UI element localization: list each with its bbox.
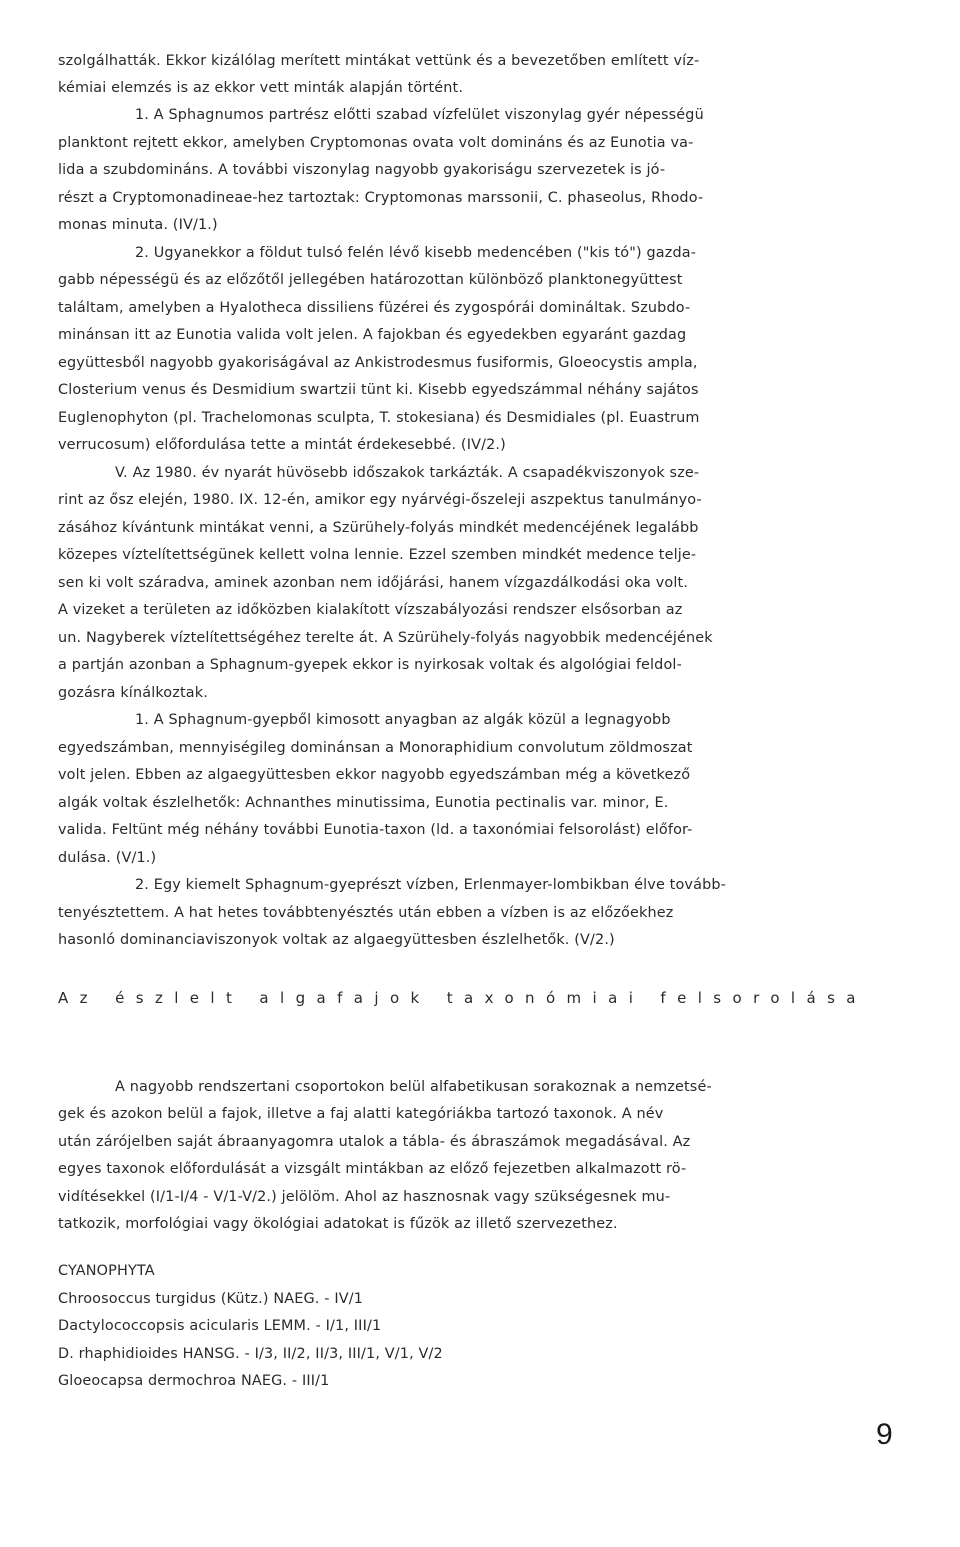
text-line: a partján azonban a Sphagnum-gyepek ekkor is nyirkosak voltak és algológiai feldol- xyxy=(58,657,682,673)
text-line: részt a Cryptomonadineae-hez tartoztak: Cryptomonas marssonii, C. phaseolus, Rhodo- xyxy=(58,190,704,206)
text-line: lida a szubdomináns. A további viszonylag nagyobb gyakoriságu szervezetek is jó- xyxy=(58,162,666,178)
text-line: tenyésztettem. A hat hetes továbbtenyésztés után ebben a vízben is az előzőekhez xyxy=(58,905,674,921)
text-line: gabb népességü és az előzőtől jellegében határozottan különböző planktonegyüttest xyxy=(58,272,683,288)
taxon-entry: Dactylococcopsis acicularis LEMM. - I/1, III/1 xyxy=(58,1318,382,1334)
text-line: 2. Egy kiemelt Sphagnum-gyeprészt vízben, Erlenmayer-lombikban élve tovább- xyxy=(135,877,726,893)
text-line: zásához kívántunk mintákat venni, a Szürühely-folyás mindkét medencéjének legalább xyxy=(58,520,699,536)
text-line: Closterium venus és Desmidium swartzii tünt ki. Kisebb egyedszámmal néhány sajátos xyxy=(58,382,699,398)
text-line: 2. Ugyanekkor a földut tulsó felén lévő kisebb medencében ("kis tó") gazda- xyxy=(135,245,697,261)
text-line: szolgálhatták. Ekkor kizálólag merített mintákat vettünk és a bevezetőben említett víz- xyxy=(58,53,700,69)
taxon-entry: Chroosoccus turgidus (Kütz.) NAEG. - IV/1 xyxy=(58,1291,364,1307)
text-line: egyes taxonok előfordulását a vizsgált mintákban az előző fejezetben alkalmazott rö- xyxy=(58,1161,687,1177)
text-line: együttesből nagyobb gyakoriságával az Ankistrodesmus fusiformis, Gloeocystis ampla, xyxy=(58,355,698,371)
text-line: találtam, amelyben a Hyalotheca dissiliens füzérei és zygospórái domináltak. Szubdo- xyxy=(58,300,691,316)
text-line: 1. A Sphagnumos partrész előtti szabad vízfelület viszonylag gyér népességü xyxy=(135,107,704,123)
text-line: A nagyobb rendszertani csoportokon belül alfabetikusan sorakoznak a nemzetsé- xyxy=(115,1079,712,1095)
text-line: egyedszámban, mennyiségileg dominánsan a Monoraphidium convolutum zöldmoszat xyxy=(58,740,693,756)
taxon-entry: D. rhaphidioides HANSG. - I/3, II/2, II/3, III/1, V/1, V/2 xyxy=(58,1346,443,1362)
text-line: algák voltak észlelhetők: Achnanthes minutissima, Eunotia pectinalis var. minor, E. xyxy=(58,795,669,811)
text-line: planktont rejtett ekkor, amelyben Cryptomonas ovata volt domináns és az Eunotia va- xyxy=(58,135,694,151)
text-line: dulása. (V/1.) xyxy=(58,850,157,866)
page-number: 9 xyxy=(876,1418,893,1451)
text-line: valida. Feltünt még néhány további Eunotia-taxon (ld. a taxonómiai felsorolást) előfor- xyxy=(58,822,693,838)
text-line: volt jelen. Ebben az algaegyüttesben ekkor nagyobb egyedszámban még a következő xyxy=(58,767,691,783)
text-line: minánsan itt az Eunotia valida volt jelen. A fajokban és egyedekben egyaránt gazdag xyxy=(58,327,687,343)
text-line: gek és azokon belül a fajok, illetve a faj alatti kategóriákba tartozó taxonok. A név xyxy=(58,1106,664,1122)
text-line: után zárójelben saját ábraanyagomra utalok a tábla- és ábraszámok megadásával. Az xyxy=(58,1134,691,1150)
text-line: monas minuta. (IV/1.) xyxy=(58,217,218,233)
text-line: 1. A Sphagnum-gyepből kimosott anyagban az algák közül a legnagyobb xyxy=(135,712,671,728)
taxon-entry: Gloeocapsa dermochroa NAEG. - III/1 xyxy=(58,1373,330,1389)
text-line: un. Nagyberek víztelítettségéhez terelte át. A Szürühely-folyás nagyobbik medencéjének xyxy=(58,630,713,646)
taxon-group-heading: CYANOPHYTA xyxy=(58,1263,155,1279)
text-line: A vizeket a területen az időközben kialakított vízszabályozási rendszer elsősorban az xyxy=(58,602,683,618)
text-line: V. Az 1980. év nyarát hüvösebb időszakok tarkázták. A csapadékviszonyok sze- xyxy=(115,465,700,481)
text-line: hasonló dominanciaviszonyok voltak az algaegyüttesben észlelhetők. (V/2.) xyxy=(58,932,615,948)
text-line: rint az ősz elején, 1980. IX. 12-én, amikor egy nyárvégi-őszeleji aszpektus tanulmányo- xyxy=(58,492,702,508)
text-line: verrucosum) előfordulása tette a mintát érdekesebbé. (IV/2.) xyxy=(58,437,506,453)
text-line: vidítésekkel (I/1-I/4 - V/1-V/2.) jelölöm. Ahol az hasznosnak vagy szükségesnek mu- xyxy=(58,1189,671,1205)
text-line: Euglenophyton (pl. Trachelomonas sculpta, T. stokesiana) és Desmidiales (pl. Euastrum xyxy=(58,410,700,426)
text-line: gozásra kínálkoztak. xyxy=(58,685,208,701)
text-line: kémiai elemzés is az ekkor vett minták alapján történt. xyxy=(58,80,464,96)
text-line: közepes víztelítettségünek kellett volna lennie. Ezzel szemben mindkét medence telje- xyxy=(58,547,697,563)
text-line: tatkozik, morfológiai vagy ökológiai adatokat is fűzök az illető szervezethez. xyxy=(58,1216,618,1232)
text-line: sen ki volt száradva, aminek azonban nem időjárási, hanem vízgazdálkodási oka volt. xyxy=(58,575,689,591)
section-heading: Az észlelt algafajok taxonómiai felsorolása xyxy=(58,989,867,1007)
